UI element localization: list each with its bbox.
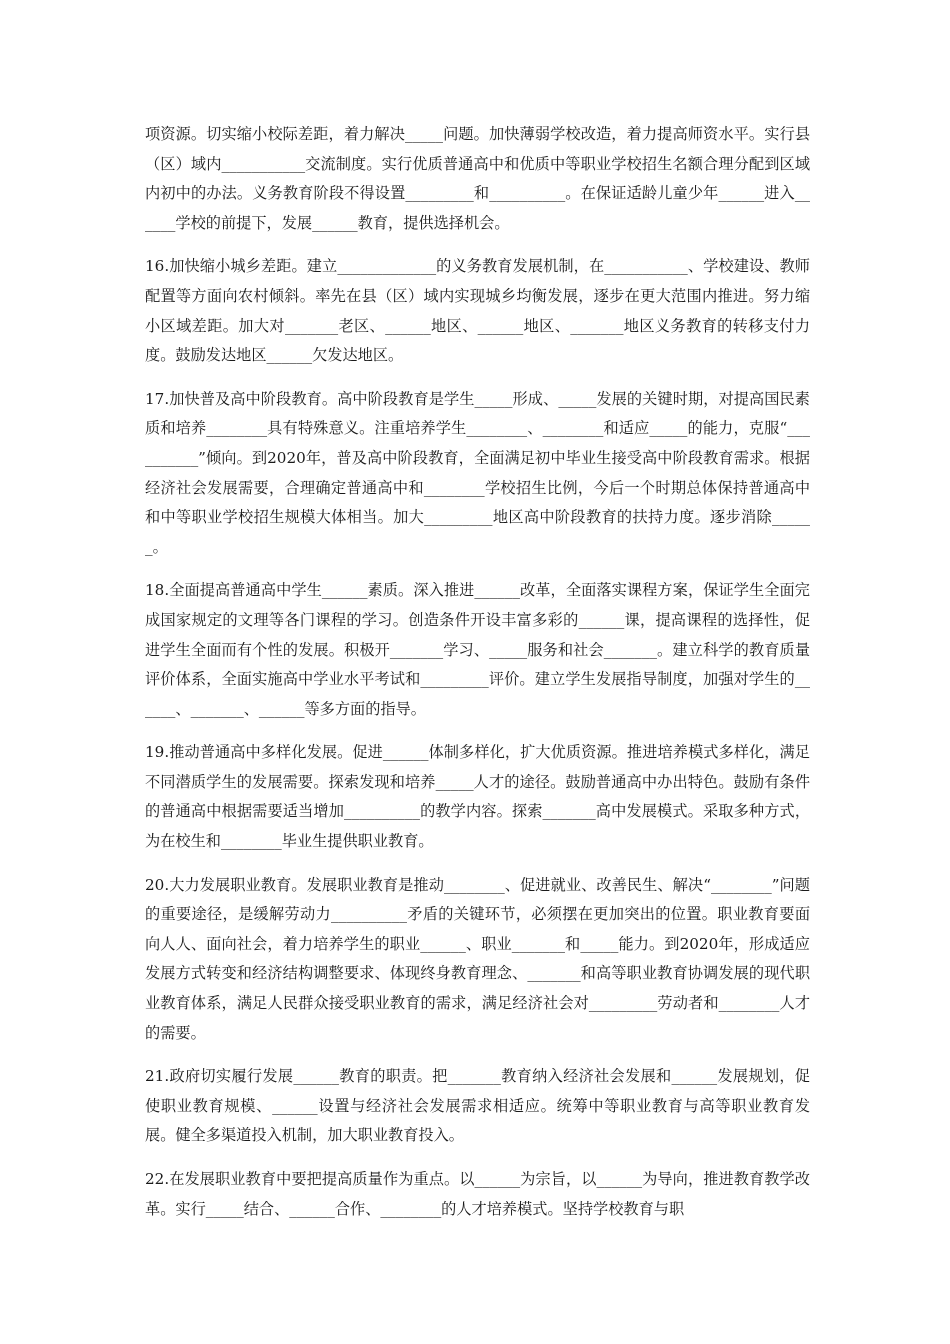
paragraph-19: 19.推动普通高中多样化发展。促进______体制多样化，扩大优质资源。推进培养模式多样化，满足不同潜质学生的发展需要。探索发现和培养_____人才的途径。鼓励普通高中办出特色。鼓励有条件的普通高中根据需要适当增加__________的教学内容。探索_______高中发展模式。采取多种方式，为在校生和________毕业生提供职业教育。 (145, 743, 810, 851)
paragraph-16: 16.加快缩小城乡差距。建立_____________的义务教育发展机制，在___________、学校建设、教师配置等方面向农村倾斜。率先在县（区）域内实现城乡均衡发展，逐步在更大范围内推进。努力缩小区域差距。加大对_______老区、______地区、______地区、_______地区义务教育的转移支付力度。鼓励发达地区______欠发达地区。 (145, 257, 810, 365)
paragraph-20: 20.大力发展职业教育。发展职业教育是推动________、促进就业、改善民生、解决“________”问题的重要途径，是缓解劳动力__________矛盾的关键环节，必须摆在更加突出的位置。职业教育要面向人人、面向社会，着力培养学生的职业______、职业_______和_____能力。到2020年，形成适应发展方式转变和经济结构调整要求、体现终身教育理念、_______和高等职业教育协调发展的现代职业教育体系，满足人民群众接受职业教育的需求，满足经济社会对_________劳动者和________人才的需要。 (145, 875, 810, 1042)
paragraph-gap (145, 857, 810, 871)
paragraph-17: 17.加快普及高中阶段教育。高中阶段教育是学生_____形成、_____发展的关键时期，对提高国民素质和培养________具有特殊意义。注重培养学生________、________和适应_____的能力，克服“__________”倾向。到2020年，普及高中阶段教育，全面满足初中毕业生接受高中阶段教育需求。根据经济社会发展需要，合理确定普通高中和________学校招生比例，今后一个时期总体保持普通高中和中等职业学校招生规模大体相当。加大_________地区高中阶段教育的扶持力度。逐步消除______。 (145, 389, 810, 556)
paragraph-gap (145, 1048, 810, 1062)
paragraph-gap (145, 1151, 810, 1165)
document-page (145, 120, 810, 1224)
paragraph-gap (145, 371, 810, 385)
paragraph-21: 21.政府切实履行发展______教育的职责。把_______教育纳入经济社会发展和______发展规划，促使职业教育规模、______设置与经济社会发展需求相适应。统筹中等职业教育与高等职业教育发展。健全多渠道投入机制，加大职业教育投入。 (145, 1067, 810, 1145)
paragraph-15-continued: 项资源。切实缩小校际差距，着力解决_____问题。加快薄弱学校改造，着力提高师资水平。实行县（区）域内___________交流制度。实行优质普通高中和优质中等职业学校招生名额合理分配到区域内初中的办法。义务教育阶段不得设置_________和__________。在保证适龄儿童少年______进入______学校的前提下，发展______教育，提供选择机会。 (145, 125, 810, 232)
paragraph-gap (145, 562, 810, 576)
paragraph-18: 18.全面提高普通高中学生______素质。深入推进______改革，全面落实课程方案，保证学生全面完成国家规定的文理等各门课程的学习。创造条件开设丰富多彩的______课，提高课程的选择性，促进学生全面而有个性的发展。积极开_______学习、_____服务和社会_______。建立科学的教育质量评价体系，全面实施高中学业水平考试和_________评价。建立学生发展指导制度，加强对学生的______、_______、______等多方面的指导。 (145, 581, 810, 718)
paragraph-22: 22.在发展职业教育中要把提高质量作为重点。以______为宗旨，以______为导向，推进教育教学改革。实行_____结合、______合作、________的人才培养模式。坚持学校教育与职 (145, 1170, 810, 1218)
paragraph-gap (145, 724, 810, 738)
paragraph-gap (145, 238, 810, 252)
